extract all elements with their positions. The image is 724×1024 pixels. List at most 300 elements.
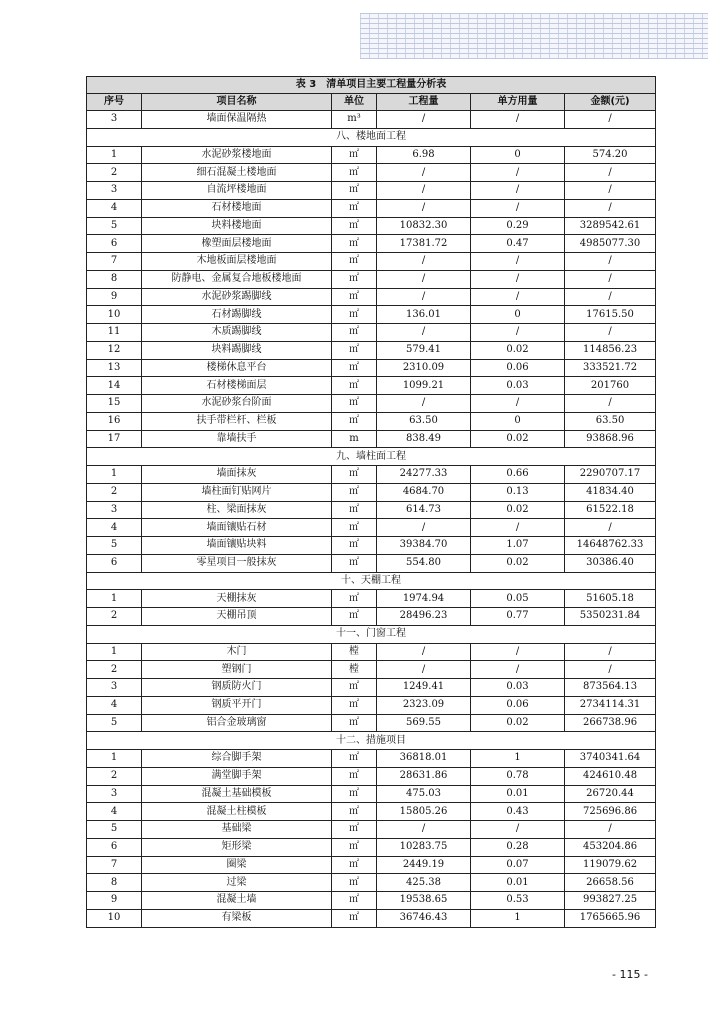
cell-quantity: 1099.21 — [377, 377, 471, 395]
cell-unit-usage: / — [471, 199, 565, 217]
section-title: 十、天棚工程 — [87, 572, 656, 590]
cell-unit: ㎡ — [332, 288, 377, 306]
cell-quantity: 4684.70 — [377, 483, 471, 501]
cell-quantity: 36746.43 — [377, 909, 471, 927]
cell-amount: / — [565, 643, 656, 661]
cell-unit: ㎡ — [332, 270, 377, 288]
cell-unit: ㎡ — [332, 253, 377, 271]
table-row — [87, 874, 656, 892]
cell-unit-usage: 0.02 — [471, 341, 565, 359]
section-header-row — [87, 448, 656, 466]
cell-quantity: / — [377, 643, 471, 661]
cell-index: 9 — [87, 892, 142, 910]
cell-unit: ㎡ — [332, 537, 377, 555]
table-row — [87, 182, 656, 200]
table-row — [87, 270, 656, 288]
table-row — [87, 856, 656, 874]
cell-unit: ㎡ — [332, 554, 377, 572]
cell-quantity: 17381.72 — [377, 235, 471, 253]
cell-unit: ㎡ — [332, 501, 377, 519]
cell-amount: 993827.25 — [565, 892, 656, 910]
table-row — [87, 306, 656, 324]
cell-unit-usage: 0.01 — [471, 785, 565, 803]
cell-unit: ㎡ — [332, 412, 377, 430]
cell-item-name: 有梁板 — [142, 909, 332, 927]
section-title: 八、楼地面工程 — [87, 128, 656, 146]
cell-unit: ㎡ — [332, 679, 377, 697]
cell-unit-usage: / — [471, 253, 565, 271]
table-row — [87, 537, 656, 555]
cell-quantity: / — [377, 111, 471, 129]
cell-quantity: 579.41 — [377, 341, 471, 359]
cell-unit: ㎡ — [332, 359, 377, 377]
cell-unit-usage: 0.13 — [471, 483, 565, 501]
cell-unit: ㎡ — [332, 892, 377, 910]
cell-item-name: 圈梁 — [142, 856, 332, 874]
table-row — [87, 643, 656, 661]
cell-amount: 14648762.33 — [565, 537, 656, 555]
cell-item-name: 水泥砂浆楼地面 — [142, 146, 332, 164]
cell-index: 16 — [87, 412, 142, 430]
cell-quantity: 10283.75 — [377, 838, 471, 856]
header-quantity: 工程量 — [377, 94, 471, 111]
cell-unit-usage: / — [471, 821, 565, 839]
cell-unit-usage: 0 — [471, 306, 565, 324]
header-unit: 单位 — [332, 94, 377, 111]
cell-unit-usage: / — [471, 661, 565, 679]
cell-amount: / — [565, 199, 656, 217]
cell-quantity: 15805.26 — [377, 803, 471, 821]
cell-unit-usage: 0.02 — [471, 430, 565, 448]
cell-index: 7 — [87, 253, 142, 271]
table-row — [87, 661, 656, 679]
cell-index: 13 — [87, 359, 142, 377]
cell-index: 7 — [87, 856, 142, 874]
page-number: - 115 - — [612, 968, 648, 981]
table-row — [87, 412, 656, 430]
cell-item-name: 块料踢脚线 — [142, 341, 332, 359]
table-row — [87, 324, 656, 342]
cell-amount: 3740341.64 — [565, 750, 656, 768]
cell-quantity: / — [377, 288, 471, 306]
header-item-name: 项目名称 — [142, 94, 332, 111]
cell-quantity: 838.49 — [377, 430, 471, 448]
table-row — [87, 554, 656, 572]
table-row — [87, 838, 656, 856]
cell-quantity: 28496.23 — [377, 608, 471, 626]
cell-unit: ㎡ — [332, 767, 377, 785]
cell-item-name: 过梁 — [142, 874, 332, 892]
cell-item-name: 天棚吊顶 — [142, 608, 332, 626]
section-header-row — [87, 625, 656, 643]
table-row — [87, 821, 656, 839]
cell-unit: 樘 — [332, 661, 377, 679]
cell-unit-usage: 0.47 — [471, 235, 565, 253]
cell-index: 10 — [87, 306, 142, 324]
cell-unit: ㎡ — [332, 483, 377, 501]
cell-index: 3 — [87, 679, 142, 697]
table-row — [87, 679, 656, 697]
cell-unit-usage: / — [471, 643, 565, 661]
cell-amount: 41834.40 — [565, 483, 656, 501]
cell-unit: ㎡ — [332, 821, 377, 839]
cell-quantity: / — [377, 253, 471, 271]
cell-item-name: 墙面抹灰 — [142, 466, 332, 484]
cell-unit: ㎡ — [332, 838, 377, 856]
cell-item-name: 铝合金玻璃窗 — [142, 714, 332, 732]
cell-unit-usage: / — [471, 111, 565, 129]
cell-unit: ㎡ — [332, 856, 377, 874]
cell-amount: / — [565, 270, 656, 288]
cell-unit-usage: 0.06 — [471, 359, 565, 377]
section-header-row — [87, 128, 656, 146]
cell-unit-usage: 1 — [471, 750, 565, 768]
cell-item-name: 墙柱面钉贴网片 — [142, 483, 332, 501]
cell-unit-usage: 0.02 — [471, 501, 565, 519]
cell-unit-usage: / — [471, 182, 565, 200]
table-row — [87, 377, 656, 395]
section-header-row — [87, 572, 656, 590]
header-amount: 金额(元) — [565, 94, 656, 111]
cell-item-name: 满堂脚手架 — [142, 767, 332, 785]
cell-index: 4 — [87, 519, 142, 537]
cell-index: 1 — [87, 643, 142, 661]
cell-unit-usage: / — [471, 519, 565, 537]
cell-unit-usage: / — [471, 270, 565, 288]
cell-unit: ㎡ — [332, 306, 377, 324]
cell-index: 5 — [87, 217, 142, 235]
cell-index: 3 — [87, 111, 142, 129]
cell-unit: ㎡ — [332, 590, 377, 608]
cell-index: 2 — [87, 767, 142, 785]
cell-quantity: 554.80 — [377, 554, 471, 572]
cell-unit: ㎡ — [332, 235, 377, 253]
cell-amount: 30386.40 — [565, 554, 656, 572]
cell-item-name: 靠墙扶手 — [142, 430, 332, 448]
cell-item-name: 混凝土墙 — [142, 892, 332, 910]
table-row — [87, 430, 656, 448]
cell-unit-usage: 0.06 — [471, 696, 565, 714]
cell-item-name: 自流坪楼地面 — [142, 182, 332, 200]
cell-index: 1 — [87, 146, 142, 164]
cell-unit-usage: 1 — [471, 909, 565, 927]
cell-amount: 333521.72 — [565, 359, 656, 377]
cell-item-name: 橡塑面层楼地面 — [142, 235, 332, 253]
cell-quantity: 1249.41 — [377, 679, 471, 697]
cell-item-name: 综合脚手架 — [142, 750, 332, 768]
cell-unit-usage: / — [471, 288, 565, 306]
cell-index: 15 — [87, 395, 142, 413]
cell-unit: ㎡ — [332, 377, 377, 395]
cell-amount: 4985077.30 — [565, 235, 656, 253]
cell-item-name: 水泥砂浆踢脚线 — [142, 288, 332, 306]
quantity-analysis-table — [86, 76, 656, 928]
cell-amount: 51605.18 — [565, 590, 656, 608]
cell-item-name: 木质踢脚线 — [142, 324, 332, 342]
table-row — [87, 395, 656, 413]
section-title: 十二、措施项目 — [87, 732, 656, 750]
cell-amount: 26658.56 — [565, 874, 656, 892]
cell-unit-usage: 0.02 — [471, 714, 565, 732]
cell-amount: / — [565, 519, 656, 537]
cell-unit-usage: 0.77 — [471, 608, 565, 626]
table-row — [87, 217, 656, 235]
cell-amount: / — [565, 164, 656, 182]
cell-amount: 424610.48 — [565, 767, 656, 785]
cell-quantity: 569.55 — [377, 714, 471, 732]
cell-item-name: 块料楼地面 — [142, 217, 332, 235]
cell-quantity: 19538.65 — [377, 892, 471, 910]
cell-quantity: / — [377, 270, 471, 288]
cell-unit: ㎡ — [332, 182, 377, 200]
cell-index: 1 — [87, 466, 142, 484]
cell-unit: m³ — [332, 111, 377, 129]
cell-index: 1 — [87, 750, 142, 768]
cell-unit: ㎡ — [332, 395, 377, 413]
section-title: 九、墙柱面工程 — [87, 448, 656, 466]
table-row — [87, 714, 656, 732]
cell-item-name: 石材踢脚线 — [142, 306, 332, 324]
cell-item-name: 细石混凝土楼地面 — [142, 164, 332, 182]
cell-index: 6 — [87, 235, 142, 253]
table-row — [87, 785, 656, 803]
table-title: 表 3 清单项目主要工程量分析表 — [87, 77, 656, 94]
cell-index: 11 — [87, 324, 142, 342]
table-row — [87, 519, 656, 537]
cell-item-name: 矩形梁 — [142, 838, 332, 856]
cell-amount: 266738.96 — [565, 714, 656, 732]
cell-amount: / — [565, 288, 656, 306]
cell-unit-usage: 0.43 — [471, 803, 565, 821]
table-row — [87, 235, 656, 253]
cell-quantity: / — [377, 324, 471, 342]
table-row — [87, 359, 656, 377]
cell-amount: 873564.13 — [565, 679, 656, 697]
cell-item-name: 基础梁 — [142, 821, 332, 839]
cell-unit-usage: / — [471, 164, 565, 182]
cell-amount: 201760 — [565, 377, 656, 395]
cell-index: 2 — [87, 164, 142, 182]
cell-quantity: / — [377, 199, 471, 217]
cell-index: 4 — [87, 803, 142, 821]
cell-unit: ㎡ — [332, 341, 377, 359]
table-row — [87, 288, 656, 306]
cell-amount: 3289542.61 — [565, 217, 656, 235]
cell-unit: m — [332, 430, 377, 448]
cell-quantity: 2323.09 — [377, 696, 471, 714]
table-row — [87, 803, 656, 821]
cell-quantity: 10832.30 — [377, 217, 471, 235]
cell-amount: 2734114.31 — [565, 696, 656, 714]
cell-quantity: 1974.94 — [377, 590, 471, 608]
table-row — [87, 501, 656, 519]
cell-index: 12 — [87, 341, 142, 359]
table-row — [87, 253, 656, 271]
cell-unit-usage: 0.02 — [471, 554, 565, 572]
cell-item-name: 天棚抹灰 — [142, 590, 332, 608]
cell-unit: ㎡ — [332, 217, 377, 235]
cell-amount: 453204.86 — [565, 838, 656, 856]
cell-quantity: / — [377, 182, 471, 200]
cell-amount: / — [565, 111, 656, 129]
cell-quantity: / — [377, 821, 471, 839]
cell-unit: ㎡ — [332, 608, 377, 626]
cell-item-name: 混凝土柱模板 — [142, 803, 332, 821]
cell-quantity: 24277.33 — [377, 466, 471, 484]
cell-item-name: 楼梯休息平台 — [142, 359, 332, 377]
cell-index: 3 — [87, 785, 142, 803]
table-row — [87, 111, 656, 129]
table-row — [87, 199, 656, 217]
cell-amount: 61522.18 — [565, 501, 656, 519]
cell-index: 4 — [87, 199, 142, 217]
cell-unit: ㎡ — [332, 466, 377, 484]
cell-unit: ㎡ — [332, 750, 377, 768]
cell-quantity: / — [377, 519, 471, 537]
cell-quantity: 36818.01 — [377, 750, 471, 768]
cell-index: 8 — [87, 270, 142, 288]
cell-index: 5 — [87, 537, 142, 555]
cell-quantity: 6.98 — [377, 146, 471, 164]
table-row — [87, 590, 656, 608]
cell-amount: 725696.86 — [565, 803, 656, 821]
cell-amount: 574.20 — [565, 146, 656, 164]
cell-unit-usage: 0.03 — [471, 377, 565, 395]
table-row — [87, 146, 656, 164]
cell-unit-usage: 0 — [471, 412, 565, 430]
cell-quantity: / — [377, 395, 471, 413]
cell-item-name: 钢质平开门 — [142, 696, 332, 714]
cell-quantity: 475.03 — [377, 785, 471, 803]
cell-item-name: 墙面保温隔热 — [142, 111, 332, 129]
cell-unit-usage: 0.05 — [471, 590, 565, 608]
cell-unit-usage: / — [471, 395, 565, 413]
cell-index: 17 — [87, 430, 142, 448]
cell-index: 2 — [87, 608, 142, 626]
table-row — [87, 608, 656, 626]
table-row — [87, 466, 656, 484]
cell-index: 1 — [87, 590, 142, 608]
table-row — [87, 767, 656, 785]
cell-unit-usage: / — [471, 324, 565, 342]
table-row — [87, 341, 656, 359]
cell-amount: 114856.23 — [565, 341, 656, 359]
cell-item-name: 防静电、金属复合地板楼地面 — [142, 270, 332, 288]
cell-amount: 63.50 — [565, 412, 656, 430]
table-row — [87, 750, 656, 768]
cell-item-name: 柱、梁面抹灰 — [142, 501, 332, 519]
header-unit-usage: 单方用量 — [471, 94, 565, 111]
cell-amount: 26720.44 — [565, 785, 656, 803]
cell-unit-usage: 0.66 — [471, 466, 565, 484]
cell-item-name: 扶手带栏杆、栏板 — [142, 412, 332, 430]
cell-unit-usage: 0.07 — [471, 856, 565, 874]
cell-amount: 17615.50 — [565, 306, 656, 324]
table-row — [87, 909, 656, 927]
cell-amount: 5350231.84 — [565, 608, 656, 626]
cell-amount: / — [565, 661, 656, 679]
cell-quantity: / — [377, 164, 471, 182]
cell-unit-usage: 0.28 — [471, 838, 565, 856]
cell-unit: ㎡ — [332, 199, 377, 217]
table-row — [87, 696, 656, 714]
cell-quantity: 425.38 — [377, 874, 471, 892]
cell-unit: ㎡ — [332, 146, 377, 164]
cell-unit: ㎡ — [332, 803, 377, 821]
cell-item-name: 木地板面层楼地面 — [142, 253, 332, 271]
cell-index: 10 — [87, 909, 142, 927]
cell-index: 5 — [87, 821, 142, 839]
cell-quantity: 2310.09 — [377, 359, 471, 377]
cell-quantity: 39384.70 — [377, 537, 471, 555]
cell-index: 6 — [87, 838, 142, 856]
cell-unit-usage: 0.29 — [471, 217, 565, 235]
cell-unit-usage: 0 — [471, 146, 565, 164]
cell-unit: ㎡ — [332, 874, 377, 892]
cell-index: 14 — [87, 377, 142, 395]
cell-item-name: 塑钢门 — [142, 661, 332, 679]
cell-unit: ㎡ — [332, 519, 377, 537]
cell-unit: ㎡ — [332, 324, 377, 342]
cell-quantity: 614.73 — [377, 501, 471, 519]
cell-unit-usage: 0.78 — [471, 767, 565, 785]
cell-unit: ㎡ — [332, 909, 377, 927]
cell-amount: 119079.62 — [565, 856, 656, 874]
cell-unit: ㎡ — [332, 164, 377, 182]
cell-item-name: 石材楼地面 — [142, 199, 332, 217]
cell-index: 9 — [87, 288, 142, 306]
cell-item-name: 零星项目一般抹灰 — [142, 554, 332, 572]
cell-unit-usage: 0.53 — [471, 892, 565, 910]
cell-item-name: 木门 — [142, 643, 332, 661]
cell-quantity: 136.01 — [377, 306, 471, 324]
table-header-row — [87, 94, 656, 111]
cell-item-name: 混凝土基础模板 — [142, 785, 332, 803]
cell-unit: ㎡ — [332, 696, 377, 714]
cell-index: 3 — [87, 501, 142, 519]
cell-item-name: 墙面镶贴石材 — [142, 519, 332, 537]
cell-amount: / — [565, 253, 656, 271]
cell-quantity: 63.50 — [377, 412, 471, 430]
cell-unit-usage: 0.03 — [471, 679, 565, 697]
cell-item-name: 石材楼梯面层 — [142, 377, 332, 395]
section-header-row — [87, 732, 656, 750]
table-row — [87, 892, 656, 910]
cell-amount: / — [565, 821, 656, 839]
header-index: 序号 — [87, 94, 142, 111]
cell-amount: 2290707.17 — [565, 466, 656, 484]
cell-unit: 樘 — [332, 643, 377, 661]
cell-unit: ㎡ — [332, 714, 377, 732]
cell-index: 5 — [87, 714, 142, 732]
cell-item-name: 墙面镶贴块料 — [142, 537, 332, 555]
cell-amount: 93868.96 — [565, 430, 656, 448]
cell-amount: / — [565, 324, 656, 342]
cell-unit: ㎡ — [332, 785, 377, 803]
table-title-row — [87, 77, 656, 94]
cell-quantity: 2449.19 — [377, 856, 471, 874]
cell-index: 6 — [87, 554, 142, 572]
cell-amount: 1765665.96 — [565, 909, 656, 927]
table-row — [87, 164, 656, 182]
cell-index: 8 — [87, 874, 142, 892]
cell-quantity: 28631.86 — [377, 767, 471, 785]
cell-amount: / — [565, 395, 656, 413]
cell-amount: / — [565, 182, 656, 200]
cell-index: 4 — [87, 696, 142, 714]
decorative-grid-pattern — [360, 13, 708, 59]
section-title: 十一、门窗工程 — [87, 625, 656, 643]
